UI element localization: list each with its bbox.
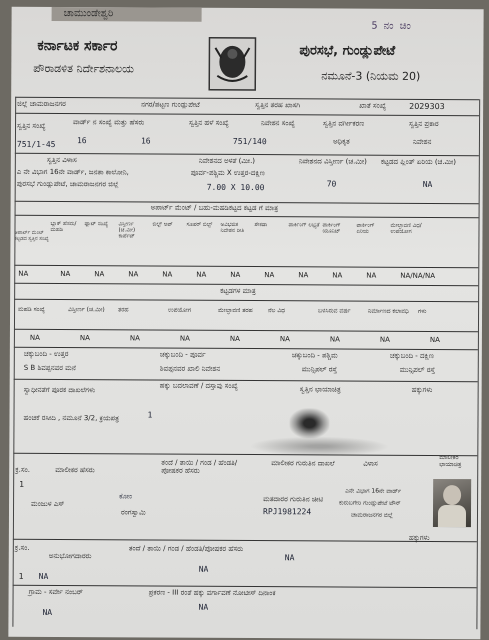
survey-value: 751/140 <box>232 136 267 147</box>
south-boundary-value: ಮುನ್ಸಿಪಲ್ ರಸ್ತೆ <box>399 365 436 374</box>
owner-sl-label: ಕ್ರ.ಸಂ. <box>15 465 30 474</box>
district-label: ಜಿಲ್ಲೆ ಚಾಮರಾಜನಗರ <box>17 99 66 109</box>
building-col-header: ಉಪಯೋಗ <box>168 306 192 314</box>
dims-label: ಪೂರ್ವ-ಪಶ್ಚಿಮ X ಉತ್ತರ-ದಕ್ಷಿಣ <box>190 168 265 178</box>
occupant-sl-label: ಕ್ರ.ಸಂ. <box>14 543 30 552</box>
address-label: ಸ್ವತ್ತಿನ ವಿಳಾಸ <box>46 155 77 165</box>
building-col-header: ಗಳು <box>418 307 427 315</box>
proof-value: ಹಂಚಿಕೆ ರಸೀದಿ , ನಮೂನೆ 3/2, ಕ್ರಯಪತ್ರ <box>23 413 120 423</box>
east-boundary-value: ಶಿವಪ್ಪನವರ ಖಾಲಿ ನಿವೇಶನ <box>159 364 221 373</box>
owner-id-value: RPJ1981224 <box>262 507 312 517</box>
owner-sl-value: 1 <box>19 479 25 489</box>
old-no-label: ಸ್ವತ್ತಿನ ಹಳೆ ಸಂಖ್ಯೆ <box>189 118 229 127</box>
building-col-header: ನೆಲ ವಿಧ <box>268 307 286 315</box>
apartment-col-header: ಬಿಲ್ಟ್ ಅಪ್ <box>152 221 173 228</box>
proof-label: ಸ್ವಾಧೀನತೆಗೆ ಪೂರಕ ದಾಖಲೆಗಳು <box>23 385 96 395</box>
owner-id-doc-label: ಮತದಾರರ ಗುರುತಿನ ಚೀಟಿ <box>263 495 324 504</box>
ward-value: 16 <box>76 136 87 146</box>
site-area-value: 70 <box>326 179 337 189</box>
apartment-cell: NA <box>128 270 139 279</box>
apartment-left-header: ಅಪಾರ್ಟ್ ಮೆಂಟ್ ಕಟ್ಟಡದ ಸ್ವತ್ತಿನ ಸಂಖ್ಯೆ <box>14 229 49 242</box>
apartment-cell: NA <box>162 270 173 279</box>
town-label: ನಗರ/ಪಟ್ಟಣ ಗುಂಡ್ಲುಪೇಟೆ <box>141 100 200 109</box>
notice-date-value: NA <box>198 602 209 612</box>
emblem-icon <box>207 36 257 92</box>
apartment-col-header: ಸೂಪರ್ ಬಿಲ್ಟ್ <box>186 221 213 228</box>
document-sheet <box>8 7 483 639</box>
east-boundary-label: ಚಕ್ಕುಬಂದಿ - ಪೂರ್ವ <box>159 350 206 359</box>
apartment-cell: NA <box>366 271 377 280</box>
owner-address-line-2: ಕುರುಬಗೇರಿ ಗುಂಡ್ಲುಪೇಟೆ ಟೌನ್ <box>339 499 401 507</box>
address-line-1: ಎ ನೇ ವಿಭಾಗ 16ನೇ ವಾರ್ಡ್, ಜನತಾ ಕಾಲೋನಿ, <box>16 167 129 177</box>
owner-name-label: ಮಾಲೀಕರ ಹೆಸರು <box>55 466 95 475</box>
account-no-label: ಖಾತೆ ಸಂಖ್ಯೆ <box>359 101 387 110</box>
apartment-cell: NA <box>264 271 275 280</box>
building-cell: NA <box>129 334 140 343</box>
survey-label: ನಿವೇಶನ ಸಂಖ್ಯೆ <box>261 119 295 128</box>
survey-no-label: ಗ್ರಾಮ - ಸರ್ವೇ ನಂಬರ್ <box>28 587 83 597</box>
apartment-col-header: ವಿಸ್ತೀರ್ಣ (ಚ.ಮೀ) ಕಾರ್ಪೆಟ್ <box>118 221 136 240</box>
west-boundary-value: ಮುನ್ಸಿಪಲ್ ರಸ್ತೆ <box>301 365 338 374</box>
building-col-header: ಮೇಲ್ಛಾವಣಿ ತರಹ <box>218 306 253 315</box>
classification-label: ಸ್ವತ್ತಿನ ವರ್ಗೀಕರಣ <box>323 119 365 128</box>
occupant-rights-label: ಹಕ್ಕುಗಳು <box>408 533 430 542</box>
building-cell: NA <box>329 335 340 344</box>
area-label: ನಿವೇಶನದ ಅಳತೆ (ಮೀ.) <box>198 156 256 166</box>
property-photo <box>289 408 329 438</box>
owner-spouse-prefix: ಕೋಂ <box>119 492 133 501</box>
apartment-cell: NA/NA/NA <box>400 271 436 280</box>
apartment-col-header: ಪಾರ್ಕಿಂಗ್ ಯೂನಿಟ್ <box>322 222 341 235</box>
prop-kind-label: ಸ್ವತ್ತಿನ ಪ್ರಕಾರ <box>409 119 439 129</box>
apartment-cell: NA <box>332 271 343 280</box>
apartment-cell: NA <box>60 270 71 279</box>
building-col-header: ಮಹಡಿ ಸಂಖ್ಯೆ <box>18 305 45 313</box>
occupant-sl-value: 1 <box>18 571 24 581</box>
apartment-col-header: ಬ್ಲಾಕ್ ಹೆಸರು/ ಮಹಡಿ <box>50 220 77 234</box>
dims-value: 7.00 X 10.00 <box>206 182 265 193</box>
apartment-col-header: ಪಾರ್ಕಿಂಗ್ ಏರಿಯ <box>356 222 375 235</box>
apartment-cell: NA <box>18 269 29 278</box>
top-strip-text: ಚಾಮುಂಡೇಶ್ವರಿ <box>63 8 114 20</box>
form-number: ನಮೂನೆ-3 (ನಿಯಮ 20) <box>321 69 421 83</box>
owner-photo <box>433 479 471 527</box>
id-no-value: 751/1-45 <box>16 139 56 149</box>
south-boundary-label: ಚಕ್ಕುಬಂದಿ - ದಕ್ಷಿಣ <box>389 351 434 360</box>
gov-subtitle: ಪೌರಾಡಳಿತ ನಿರ್ದೇಶನಾಲಯ <box>33 61 135 76</box>
occupant-father-label: ತಂದೆ / ತಾಯಿ / ಗಂಡ / ಹೆಂಡತಿ/ಪೋಷಕರ ಹೆಸರು <box>128 544 244 553</box>
building-col-header: ವಿಸ್ತೀರ್ಣ (ಚ.ಮೀ) <box>68 306 105 314</box>
built-area-label: ಕಟ್ಟಡದ ಪ್ಲಿಂತ್ ಏರಿಯ (ಚ.ಮೀ) <box>380 157 457 167</box>
apartment-col-header: ಫ್ಲಾಟ್ ಸಂಖ್ಯೆ <box>84 221 109 228</box>
owner-address-line-3: ಚಾಮರಾಜನಗರ ಜಿಲ್ಲೆ <box>350 511 393 519</box>
building-col-header: ಬಳಸಿರುವ ವರ್ಷ <box>318 307 351 315</box>
ward-label: ವಾರ್ಡ್ ನ ಸಂಖ್ಯೆ ಮತ್ತು ಹೆಸರು <box>73 118 145 127</box>
rights-label: ಹಕ್ಕುಗಳು <box>411 385 433 394</box>
apartment-col-header: ಮೇಲ್ಛಾವಣಿ ವಿಧ/ಉಪಯೋಗ <box>390 222 422 235</box>
apartment-cell: NA <box>94 270 105 279</box>
owner-address-line-1: ಎನೇ ವಿಭಾಗ 16ನೇ ವಾರ್ಡ್ <box>345 487 402 495</box>
transfer-value: 1 <box>147 410 153 420</box>
building-section-title: ಕಟ್ಟಡಗಳ ಮಾತ್ರ <box>220 286 256 296</box>
building-col-header: ನಿರ್ಮಾಣದ ಕಲಾವಧಿ <box>368 307 409 315</box>
apartment-cell: NA <box>196 270 207 279</box>
occupant-father-value: NA <box>198 564 209 574</box>
west-boundary-label: ಚಕ್ಕುಬಂದಿ - ಪಶ್ಚಿಮ <box>291 351 338 360</box>
built-area-value: NA <box>422 179 433 189</box>
owner-name-value: ಮಂಜುಳ ಎಸ್ <box>31 499 65 509</box>
old-no-value: 16 <box>140 136 151 146</box>
property-type-label: ಸ್ವತ್ತಿನ ತರಹ ಖಾಸಗಿ <box>255 101 301 110</box>
owner-address-label: ವಿಳಾಸ <box>363 459 378 468</box>
building-cell: NA <box>229 334 240 343</box>
building-cell: NA <box>179 334 190 343</box>
apartment-cell: NA <box>298 271 309 280</box>
prop-kind-value: ನಿವೇಶನ <box>412 137 432 146</box>
apartment-col-header: ಅವಿಭಜಿತ ನಿವೇಶನ ರೀತಿ <box>220 221 245 235</box>
occupant-name-value: NA <box>38 571 49 581</box>
building-cell: NA <box>279 335 290 344</box>
transfer-label: ಹಕ್ಕು ಬದಲಾವಣೆ / ದಸ್ತಾವು ಸಂಖ್ಯೆ <box>159 381 238 390</box>
notice-date-label: ಪ್ರಕರಣ - III ರಂತೆ ಹಕ್ಕು ವರ್ಗಾವಣೆ ನೋಟೀಸ್ ದಿನಾಂಕ <box>148 588 276 598</box>
owner-spouse-value: ರಂಗಸ್ವಾಮಿ <box>120 508 146 517</box>
owner-father-label: ತಂದೆ / ತಾಯಿ / ಗಂಡ / ಹೆಂಡತಿ/ಪೋಷಕರ ಹೆಸರು <box>161 458 238 475</box>
building-cell: NA <box>429 335 440 345</box>
building-col-header: ತರಹ <box>118 306 129 314</box>
apartment-col-header: ಪಾರ್ಕಿಂಗ್ ಲಭ್ಯತೆ <box>288 222 320 229</box>
north-boundary-label: ಚಕ್ಕುಬಂದಿ - ಉತ್ತರ <box>23 349 69 359</box>
apartment-section-title: ಅಪಾರ್ಟ್ ಮೆಂಟ್ / ಬಹು-ಮಹಡಿಕಟ್ಟದ ಕಟ್ಟಡ ಗೆ ಮಾತ್ರ <box>150 203 279 213</box>
address-line-2: ಪುರಸಭೆ ಗುಂಡ್ಲುಪೇಟೆ, ಚಾಮರಾಜನಗರ ಜಿಲ್ಲೆ <box>16 179 119 189</box>
account-no-value: 2029303 <box>409 101 445 112</box>
gov-title: ಕರ್ನಾಟಕ ಸರ್ಕಾರ <box>37 37 118 55</box>
occupant-name-label: ಅನುಭೋಗದಾರರು <box>48 551 92 561</box>
apartment-col-header: ಶೇಕಡಾ <box>254 222 268 229</box>
top-annotation: 5 ನಂ ಚಿಂ <box>371 20 411 32</box>
owner-id-label: ಮಾಲೀಕರ ಗುರುತಿನ ದಾಖಲೆ <box>271 459 335 468</box>
north-boundary-value: S B ಶಿವಪ್ಪನವರ ಮನೆ <box>23 363 76 373</box>
id-no-label: ಸ್ವತ್ತಿನ ಸಂಖ್ಯೆ <box>17 121 46 130</box>
property-photo-label: ಸ್ವತ್ತಿನ ಛಾಯಾಚಿತ್ರ <box>299 385 341 394</box>
apartment-cell: NA <box>230 270 241 279</box>
building-cell: NA <box>379 335 390 344</box>
building-cell: NA <box>79 334 90 343</box>
occupant-rights-value: NA <box>284 553 295 563</box>
classification-value: ಅಧಿಕೃತ <box>332 137 350 146</box>
building-cell: NA <box>29 333 40 342</box>
municipality-title: ಪುರಸಭೆ, ಗುಂಡ್ಲುಪೇಟೆ <box>299 43 396 59</box>
site-area-label: ನಿವೇಶನದ ವಿಸ್ತೀರ್ಣ (ಚ.ಮೀ) <box>298 157 367 166</box>
owner-photo-label: ಮಾಲೀಕರ ಛಾಯಾಚಿತ್ರ <box>439 454 462 468</box>
survey-no-value: NA <box>42 607 53 617</box>
